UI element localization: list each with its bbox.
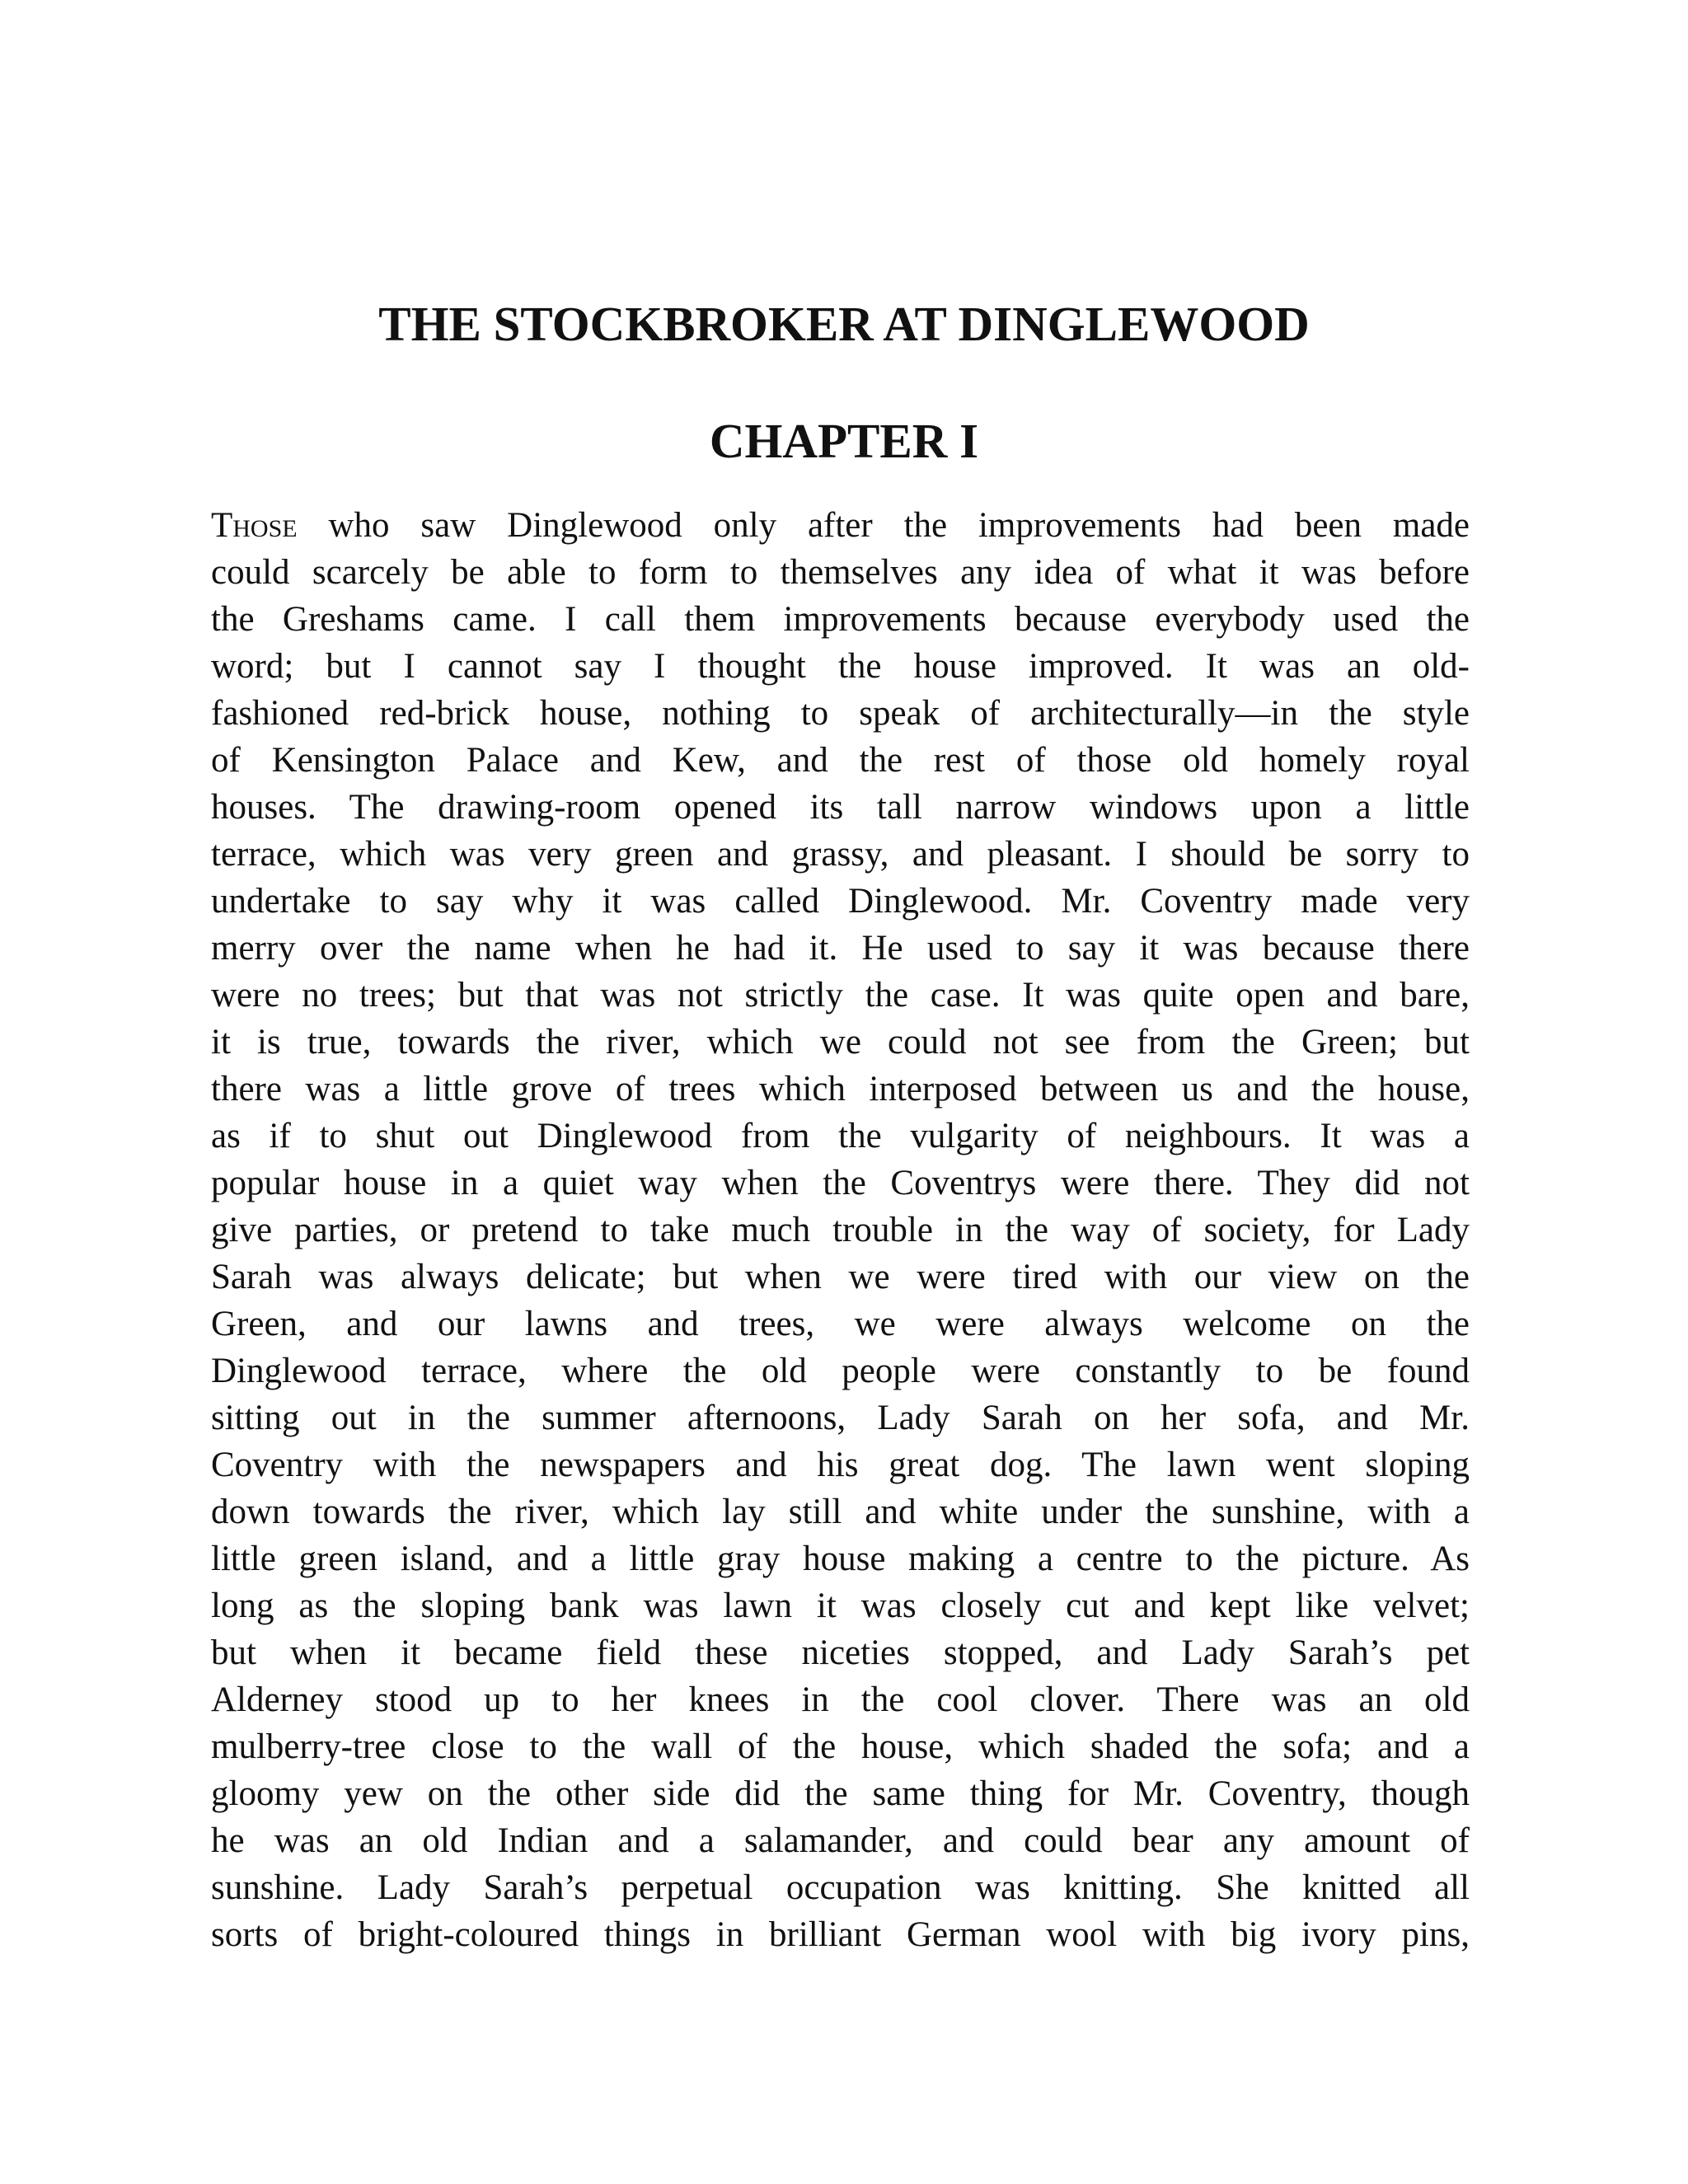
text-line: terrace, which was very green and grassy, and pleasant. I should be sorry to <box>211 835 1470 874</box>
text-line: word; but I cannot say I thought the house improved. It was an old- <box>211 647 1470 686</box>
text-line: he was an old Indian and a salamander, and could bear any amount of <box>211 1821 1470 1860</box>
text-line: as if to shut out Dinglewood from the vulgarity of neighbours. It was a <box>211 1117 1470 1155</box>
text-line: it is true, towards the river, which we could not see from the Green; but <box>211 1023 1470 1062</box>
text-line: long as the sloping bank was lawn it was closely cut and kept like velvet; <box>211 1586 1470 1625</box>
text-line: were no trees; but that was not strictly the case. It was quite open and bare, <box>211 976 1470 1015</box>
text-line: houses. The drawing-room opened its tall narrow windows upon a little <box>211 788 1470 827</box>
text-line: could scarcely be able to form to themselves any idea of what it was before <box>211 553 1470 592</box>
drop-small-caps-word: Those <box>211 506 298 545</box>
text-line: of Kensington Palace and Kew, and the rest of those old homely royal <box>211 741 1470 780</box>
text-line: Green, and our lawns and trees, we were always welcome on the <box>211 1305 1470 1343</box>
text-line: there was a little grove of trees which interposed between us and the house, <box>211 1070 1470 1108</box>
text-line: give parties, or pretend to take much trouble in the way of society, for Lady <box>211 1211 1470 1249</box>
text-line: popular house in a quiet way when the Coventrys were there. They did not <box>211 1164 1470 1202</box>
text-line: gloomy yew on the other side did the same thing for Mr. Coventry, though <box>211 1774 1470 1813</box>
text-line: the Greshams came. I call them improvements because everybody used the <box>211 600 1470 639</box>
text-line: but when it became field these niceties stopped, and Lady Sarah’s pet <box>211 1633 1470 1672</box>
book-title: THE STOCKBROKER AT DINGLEWOOD <box>378 297 1310 351</box>
text-line: Coventry with the newspapers and his great dog. The lawn went sloping <box>211 1446 1470 1484</box>
text-line: Dinglewood terrace, where the old people were constantly to be found <box>211 1352 1470 1390</box>
text-line: undertake to say why it was called Dinglewood. Mr. Coventry made very <box>211 882 1470 921</box>
text-line: merry over the name when he had it. He used to say it was because there <box>211 929 1470 968</box>
text-line: sitting out in the summer afternoons, Lady Sarah on her sofa, and Mr. <box>211 1399 1470 1437</box>
chapter-title: CHAPTER I <box>709 414 979 468</box>
text-line: sorts of bright-coloured things in brilliant German wool with big ivory pins, <box>211 1915 1470 1954</box>
text-line: Alderney stood up to her knees in the cool clover. There was an old <box>211 1680 1470 1719</box>
text-line: fashioned red-brick house, nothing to speak of architecturally—in the style <box>211 694 1470 733</box>
text-line: Sarah was always delicate; but when we were tired with our view on the <box>211 1258 1470 1296</box>
text-line: down towards the river, which lay still and white under the sunshine, with a <box>211 1493 1470 1531</box>
first-line-rest: who saw Dinglewood only after the improvements had been made <box>297 506 1470 545</box>
text-line <box>211 502 1470 549</box>
text-line: sunshine. Lady Sarah’s perpetual occupation was knitting. She knitted all <box>211 1868 1470 1907</box>
text-line: mulberry-tree close to the wall of the house, which shaded the sofa; and a <box>211 1727 1470 1766</box>
text-line: little green island, and a little gray house making a centre to the picture. As <box>211 1540 1470 1578</box>
chapter-body <box>211 502 1470 1958</box>
